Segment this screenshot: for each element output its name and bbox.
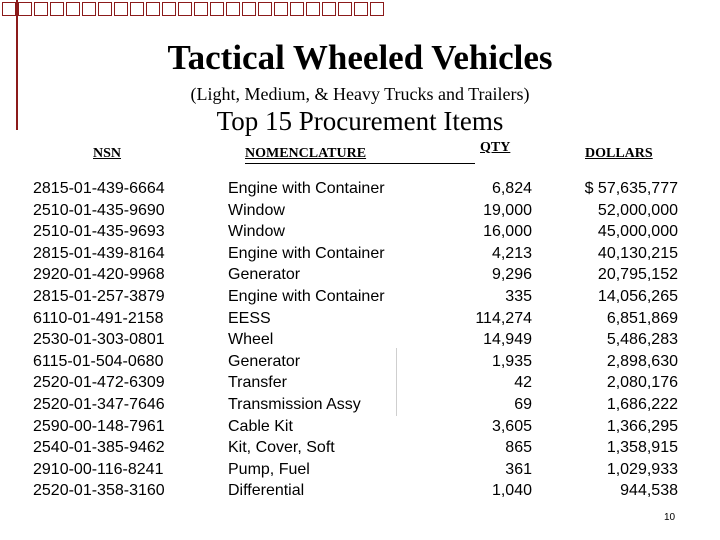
nomenclature-cell: Transfer [228,374,287,392]
column-header-qty: QTY [480,140,511,155]
dollars-column [560,178,678,502]
dollars-cell: $ 57,635,777 [584,180,678,197]
nomenclature-cell: Window [228,201,285,219]
dollars-cell: 45,000,000 [597,223,678,241]
square-icon [18,2,32,16]
square-icon [2,2,16,16]
square-icon [306,2,320,16]
square-icon [82,2,96,16]
dollars-cell: 1,358,915 [606,439,678,457]
nsn-cell: 2910-00-116-8241 [33,460,164,478]
nsn-cell: 2520-01-358-3160 [33,482,165,500]
qty-cell: 14,949 [483,331,532,349]
square-icon [258,2,272,16]
slide-title: Tactical Wheeled Vehicles [167,38,553,77]
dollars-cell: 1,029,933 [606,460,678,478]
qty-cell: 361 [505,460,532,478]
qty-cell: 9,296 [491,266,532,284]
qty-cell: 69 [514,395,532,413]
square-icon [178,2,192,16]
qty-cell: 6,824 [491,180,532,197]
square-icon [114,2,128,16]
square-icon [226,2,240,16]
dollars-cell: 944,538 [620,482,678,500]
nsn-cell: 2540-01-385-9462 [33,439,165,457]
nomenclature-cell: EESS [228,309,271,327]
nomenclature-cell: Engine with Container [228,180,385,197]
dollars-cell: 1,686,222 [606,395,678,413]
nsn-cell: 6115-01-504-0680 [33,352,164,370]
square-icon [290,2,304,16]
nsn-cell: 2530-01-303-0801 [33,331,165,349]
dollars-cell: 40,130,215 [597,244,678,262]
dollars-cell: 2,898,630 [606,352,678,370]
square-icon [34,2,48,16]
square-icon [322,2,336,16]
page-number: 10 [664,512,676,523]
qty-cell: 865 [505,439,532,457]
dollars-cell: 1,366,295 [606,417,678,435]
nsn-cell: 2815-01-257-3879 [33,287,165,305]
square-icon [146,2,160,16]
square-icon [194,2,208,16]
column-header-nomenclature: NOMENCLATURE [245,146,367,161]
square-icon [354,2,368,16]
nomenclature-cell: Differential [228,482,305,500]
square-icon [274,2,288,16]
nomenclature-cell: Window [228,223,285,241]
dollars-cell: 52,000,000 [597,201,678,219]
nomenclature-cell: Generator [228,352,301,370]
dollars-cell: 2,080,176 [606,374,678,392]
column-header-nsn: NSN [93,146,122,161]
dollars-cell: 5,486,283 [606,331,678,349]
nsn-cell: 2815-01-439-6664 [33,180,165,197]
nomenclature-cell: Wheel [228,331,274,349]
nsn-cell: 2520-01-472-6309 [33,374,165,392]
square-icon [162,2,176,16]
square-icon [370,2,384,16]
qty-cell: 4,213 [491,244,532,262]
nsn-cell: 2815-01-439-8164 [33,244,165,262]
dollars-cell: 14,056,265 [597,287,678,305]
qty-cell: 1,040 [491,482,532,500]
square-icon [130,2,144,16]
nomenclature-cell: Engine with Container [228,244,385,262]
nsn-cell: 2510-01-435-9693 [33,223,165,241]
qty-cell: 42 [514,374,532,392]
nsn-cell: 2520-01-347-7646 [33,395,165,413]
dollars-cell: 6,851,869 [606,309,678,327]
nomenclature-cell: Pump, Fuel [228,460,310,478]
square-icon [98,2,112,16]
nomenclature-cell: Generator [228,266,301,284]
nsn-cell: 2510-01-435-9690 [33,201,165,219]
nomenclature-cell: Cable Kit [228,417,293,435]
nomenclature-column [228,178,385,502]
nomenclature-cell: Engine with Container [228,287,385,305]
square-icon [66,2,80,16]
nsn-cell: 2920-01-420-9968 [33,266,165,284]
column-header-dollars: DOLLARS [585,146,653,161]
qty-cell: 19,000 [483,201,532,219]
square-icon [338,2,352,16]
square-icon [242,2,256,16]
nsn-column [33,178,165,502]
table-heading: Top 15 Procurement Items [216,106,504,136]
slide-subtitle: (Light, Medium, & Heavy Trucks and Trailers) [190,84,530,104]
qty-cell: 335 [505,287,532,305]
nomenclature-cell: Kit, Cover, Soft [228,439,335,457]
nomenclature-cell: Transmission Assy [228,395,361,413]
qty-cell: 1,935 [491,352,532,370]
nsn-cell: 6110-01-491-2158 [33,309,164,327]
qty-column [440,178,532,502]
qty-cell: 114,274 [475,309,532,327]
square-icon [50,2,64,16]
divider-line [396,348,397,416]
square-icon [210,2,224,16]
decorative-squares [2,2,386,16]
dollars-cell: 20,795,152 [597,266,678,284]
nsn-cell: 2590-00-148-7961 [33,417,165,435]
nomenclature-underline [245,163,475,164]
qty-cell: 16,000 [483,223,532,241]
qty-cell: 3,605 [491,417,532,435]
